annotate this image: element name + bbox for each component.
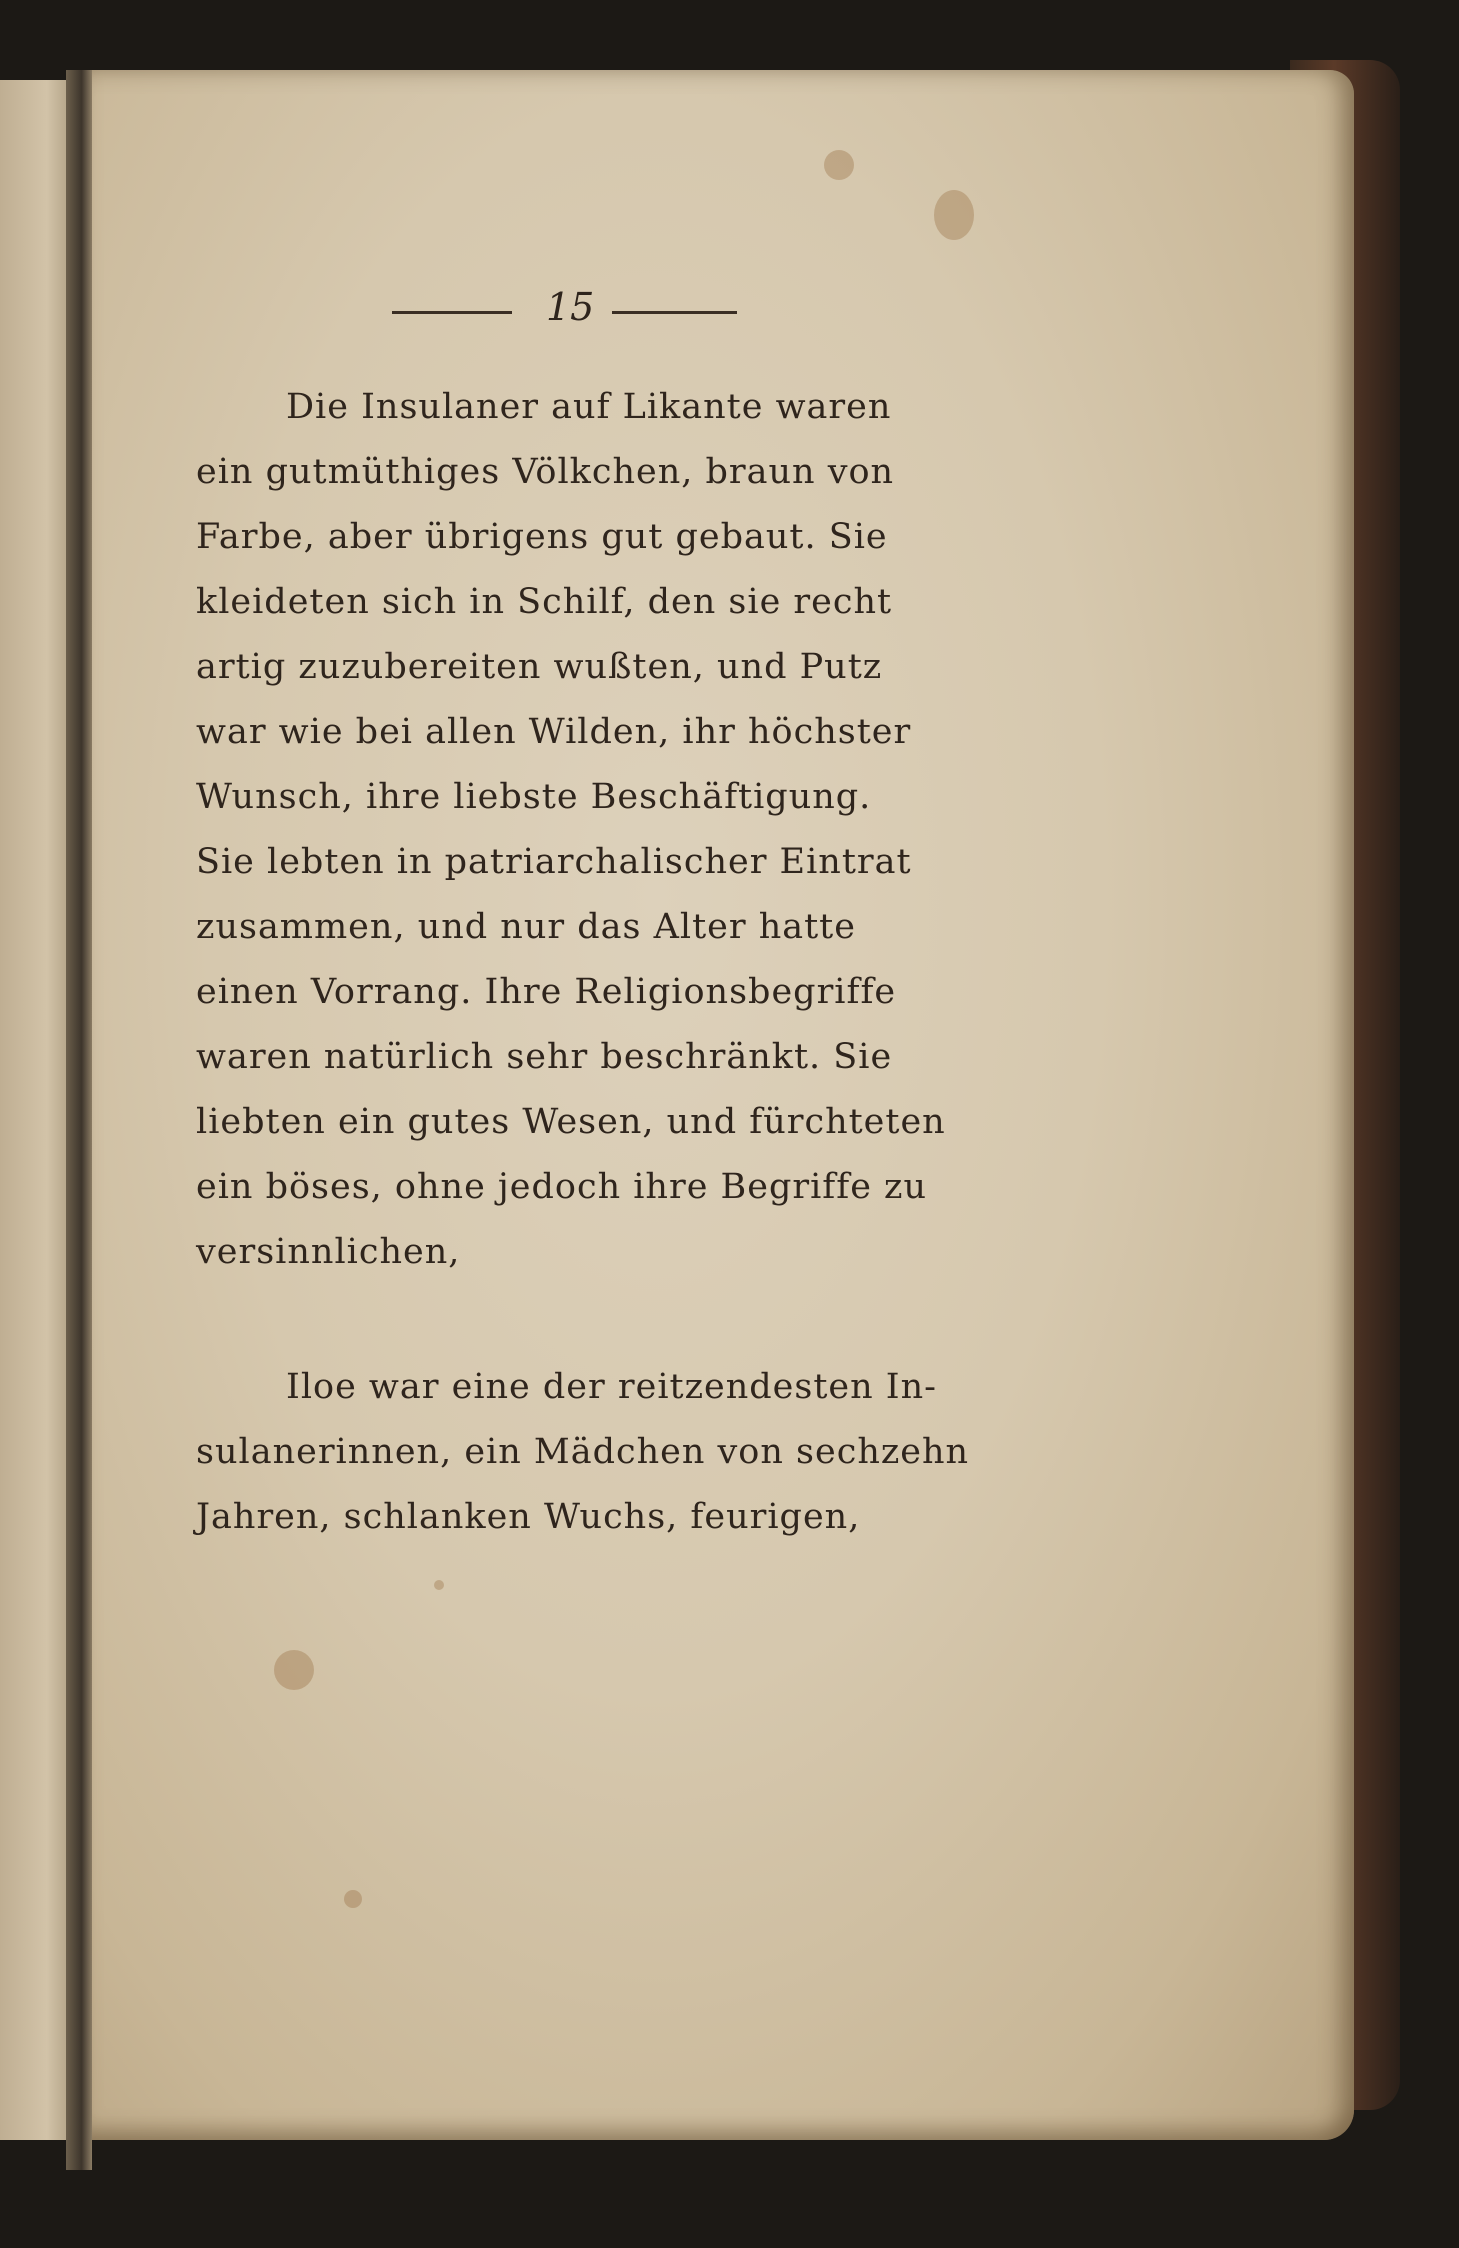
foxing-stain <box>934 190 974 240</box>
foxing-stain <box>824 150 854 180</box>
page-number: 15 <box>546 285 595 329</box>
foxing-stain <box>274 1650 314 1690</box>
foxing-stain <box>344 1890 362 1908</box>
body-text <box>196 375 970 1550</box>
text-line: waren natürlich sehr beschränkt. Sie <box>196 1037 893 1077</box>
foxing-stain <box>434 1580 444 1590</box>
text-line: Farbe, aber übrigens gut gebaut. Sie <box>196 517 888 557</box>
text-line: ein böses, ohne jedoch ihre Begriffe zu <box>196 1167 928 1207</box>
text-line: zusammen, und nur das Alter hatte <box>196 907 856 947</box>
text-line: versinnlichen, <box>196 1232 461 1272</box>
text-line: artig zuzubereiten wußten, und Putz <box>196 647 883 687</box>
text-line: liebten ein gutes Wesen, und fürchteten <box>196 1102 946 1142</box>
text-line: sulanerinnen, ein Mädchen von sechzehn <box>196 1432 970 1472</box>
header-rule-right <box>612 311 737 314</box>
text-line: Iloe war eine der reitzendesten In- <box>286 1367 937 1407</box>
paragraph-gap <box>196 1285 916 1355</box>
text-line: Die Insulaner auf Likante waren <box>286 387 892 427</box>
book-gutter <box>66 70 92 2170</box>
text-line: ein gutmüthiges Völkchen, braun von <box>196 452 895 492</box>
text-line: einen Vorrang. Ihre Religionsbegriffe <box>196 972 897 1012</box>
text-line: Sie lebten in patriarchalischer Eintrat <box>196 842 912 882</box>
text-line: Wunsch, ihre liebste Beschäftigung. <box>196 777 872 817</box>
page-header <box>392 285 752 335</box>
text-line: Jahren, schlanken Wuchs, feurigen, <box>196 1497 861 1537</box>
text-line: kleideten sich in Schilf, den sie recht <box>196 582 893 622</box>
header-rule-left <box>392 311 512 314</box>
text-line: war wie bei allen Wilden, ihr höchster <box>196 712 912 752</box>
